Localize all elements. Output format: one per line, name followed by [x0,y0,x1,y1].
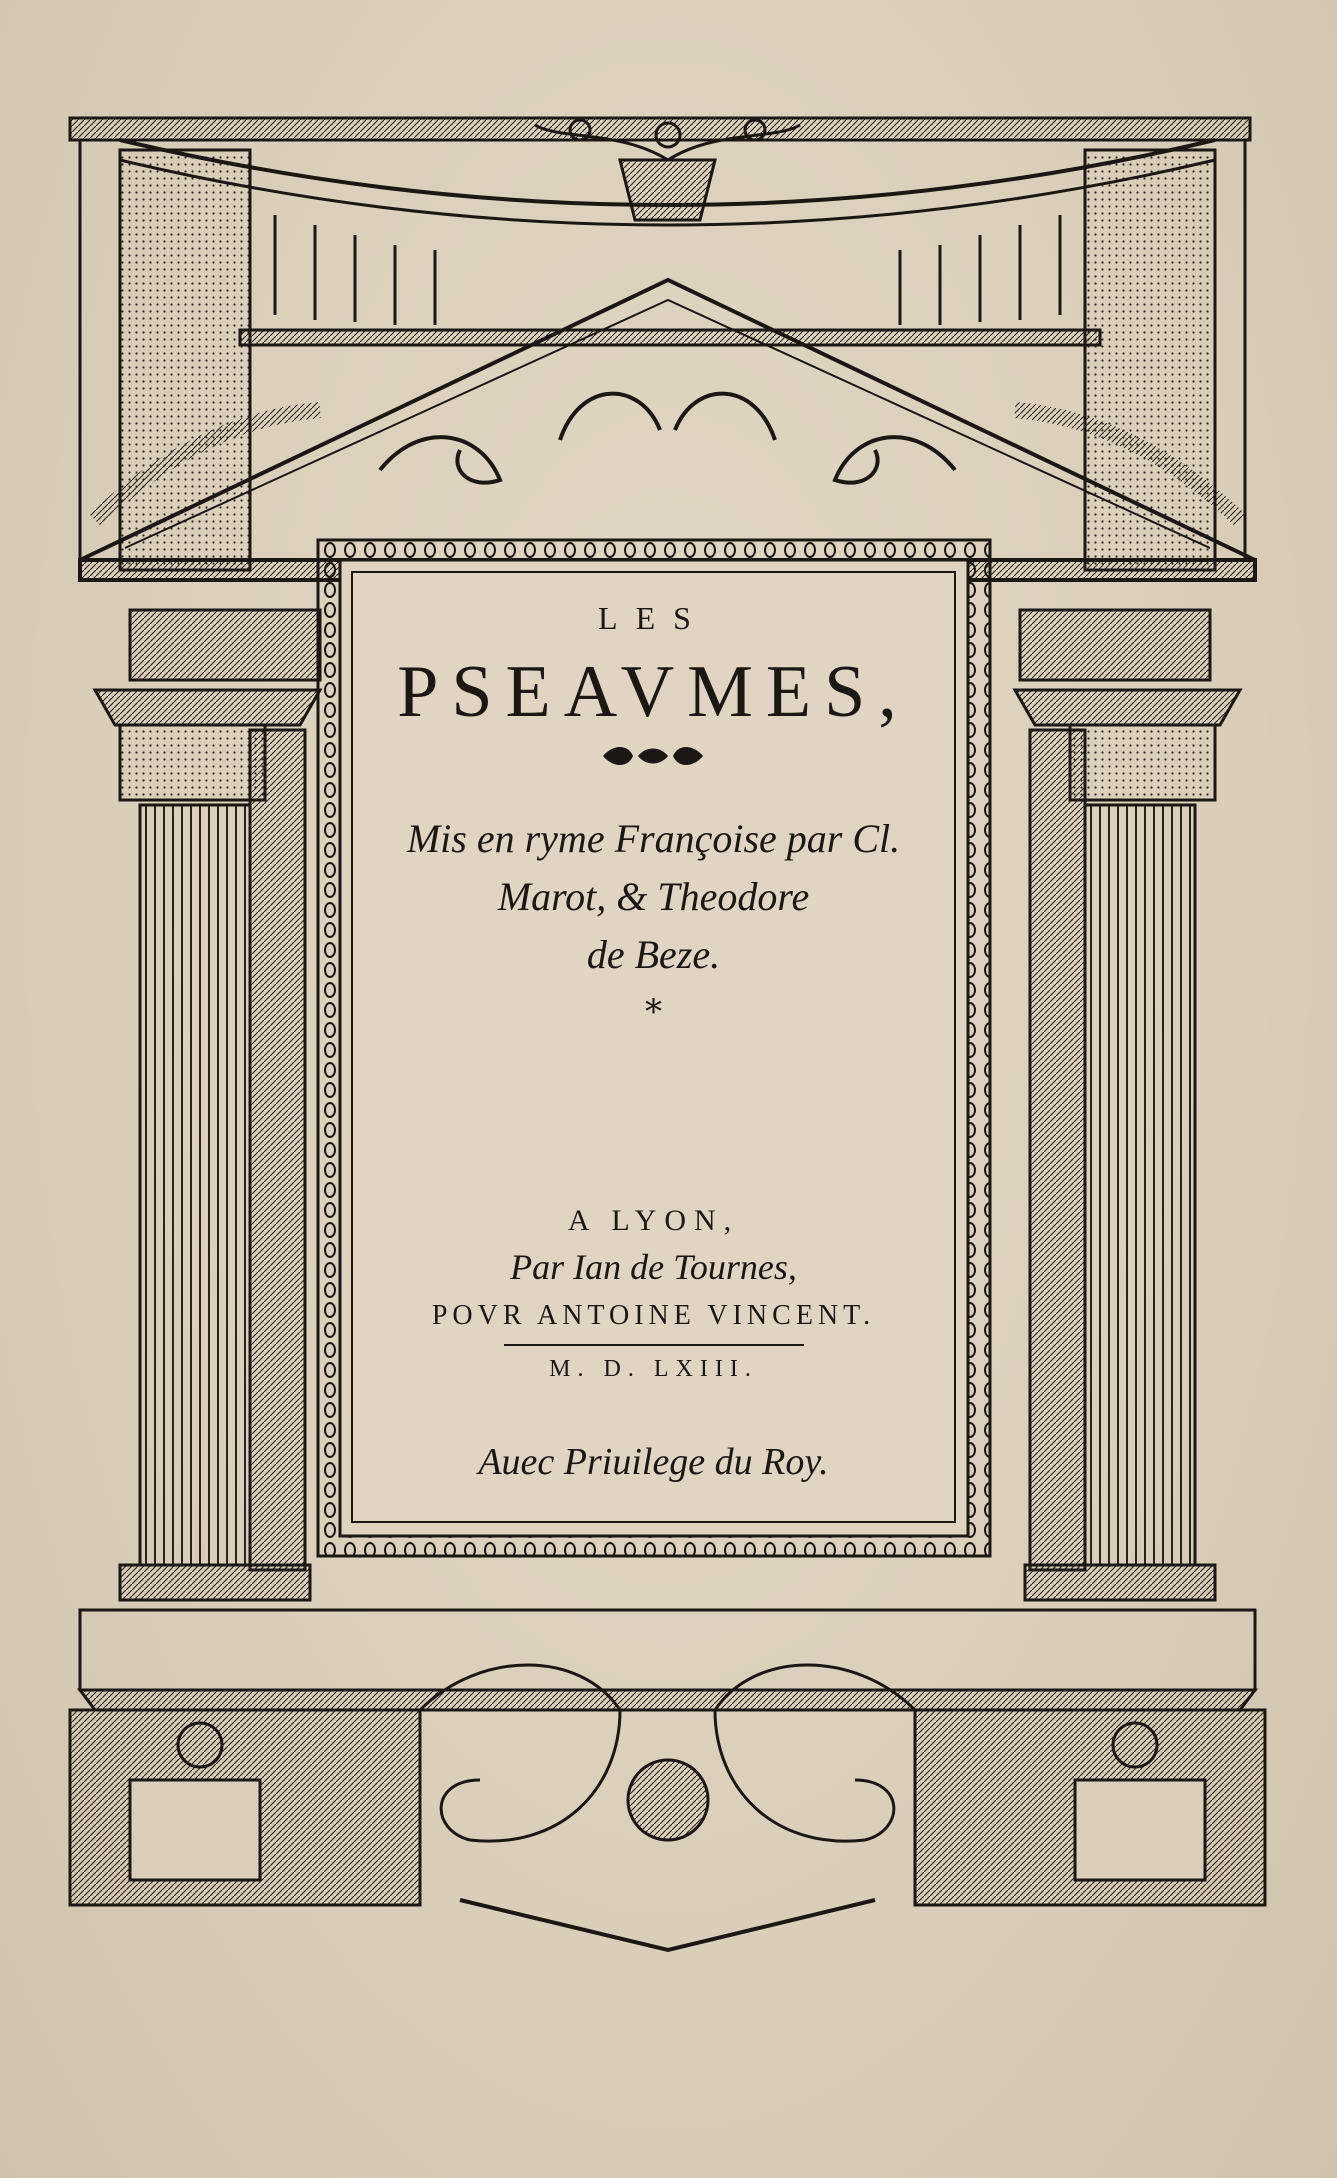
column-left [95,690,320,1600]
imprint-printer: Par Ian de Tournes, [510,1247,797,1287]
imprint-date: M. D. LXIII. [549,1356,758,1382]
imprint-city: A LYON, [567,1204,740,1237]
heading-small: LES [598,600,709,636]
subtitle-line: Marot, & Theodore [497,874,810,919]
column-right [1015,690,1240,1600]
subtitle-line: Mis en ryme Françoise par Cl. [406,816,901,861]
subtitle-line: de Beze. [586,932,721,977]
imprint-for: POVR ANTOINE VINCENT. [431,1300,876,1331]
frieze-right [1020,610,1210,680]
fleuron-icon [598,742,708,770]
base-plinth [70,1610,1265,1950]
subtitle [352,810,955,984]
title-text-panel [352,572,955,1522]
ornament-star: * [645,992,662,1032]
page-title: PSEAVMES, [397,651,910,733]
privilege-line: Auec Priuilege du Roy. [478,1441,829,1483]
pediment [80,280,1255,580]
divider-rule [504,1344,804,1346]
frieze-left [130,610,320,680]
